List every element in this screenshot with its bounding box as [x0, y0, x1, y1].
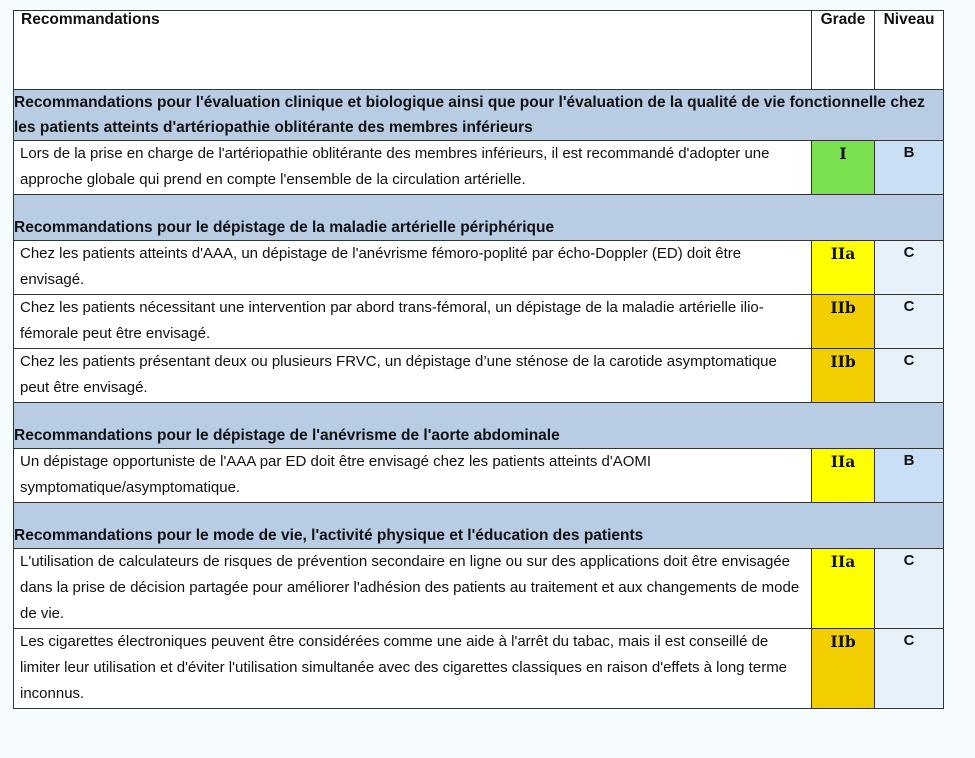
grade-cell: IIb	[812, 295, 875, 349]
recommendation-text: Lors de la prise en charge de l'artériopathie oblitérante des membres inférieurs, il est recommandé d'adopter une approche globale qui prend en compte l'ensemble de la circulation artérielle.	[14, 141, 812, 195]
level-cell: C	[875, 549, 944, 629]
level-cell: C	[875, 629, 944, 709]
section-title: Recommandations pour l'évaluation clinique et biologique ainsi que pour l'évaluation de la qualité de vie fonctionnelle chez les patients atteints d'artériopathie oblitérante des membres inférieurs	[14, 90, 944, 141]
header-row	[14, 11, 944, 90]
section-row	[14, 90, 944, 141]
recommendation-text: Un dépistage opportuniste de l'AAA par ED doit être envisagé chez les patients atteints d'AOMI symptomatique/asymptomatique.	[14, 449, 812, 503]
table-row	[14, 349, 944, 403]
level-cell: C	[875, 241, 944, 295]
level-cell: C	[875, 349, 944, 403]
section-title: Recommandations pour le dépistage de l'anévrisme de l'aorte abdominale	[14, 403, 944, 449]
table-row	[14, 449, 944, 503]
table-row	[14, 241, 944, 295]
section-row	[14, 403, 944, 449]
section-row	[14, 503, 944, 549]
table-row	[14, 295, 944, 349]
recommendation-text: Chez les patients nécessitant une intervention par abord trans-fémoral, un dépistage de la maladie artérielle ilio-fémorale peut être envisagé.	[14, 295, 812, 349]
grade-cell: IIb	[812, 349, 875, 403]
table-row	[14, 141, 944, 195]
level-cell: C	[875, 295, 944, 349]
level-cell: B	[875, 141, 944, 195]
section-row	[14, 195, 944, 241]
recommendation-text: L'utilisation de calculateurs de risques de prévention secondaire en ligne ou sur des applications doit être envisagée dans la prise de décision partagée pour améliorer l'adhésion des patients au traitement et aux changements de mode de vie.	[14, 549, 812, 629]
level-cell: B	[875, 449, 944, 503]
section-title: Recommandations pour le dépistage de la maladie artérielle périphérique	[14, 195, 944, 241]
recommendation-text: Chez les patients présentant deux ou plusieurs FRVC, un dépistage d’une sténose de la carotide asymptomatique peut être envisagé.	[14, 349, 812, 403]
table-row	[14, 629, 944, 709]
header-grade: Grade	[812, 11, 875, 90]
grade-cell: I	[812, 141, 875, 195]
recommendation-text: Chez les patients atteints d'AAA, un dépistage de l'anévrisme fémoro-poplité par écho-Doppler (ED) doit être envisagé.	[14, 241, 812, 295]
grade-cell: IIa	[812, 549, 875, 629]
grade-cell: IIa	[812, 241, 875, 295]
grade-cell: IIa	[812, 449, 875, 503]
header-level: Niveau	[875, 11, 944, 90]
grade-cell: IIb	[812, 629, 875, 709]
table-row	[14, 549, 944, 629]
recommendations-table	[13, 10, 944, 709]
section-title: Recommandations pour le mode de vie, l'activité physique et l'éducation des patients	[14, 503, 944, 549]
recommendation-text: Les cigarettes électroniques peuvent être considérées comme une aide à l'arrêt du tabac, mais il est conseillé de limiter leur utilisation et d'éviter l'utilisation simultanée avec des cigarettes classiques en raison d'effets à long terme inconnus.	[14, 629, 812, 709]
header-recommendations: Recommandations	[14, 11, 812, 90]
